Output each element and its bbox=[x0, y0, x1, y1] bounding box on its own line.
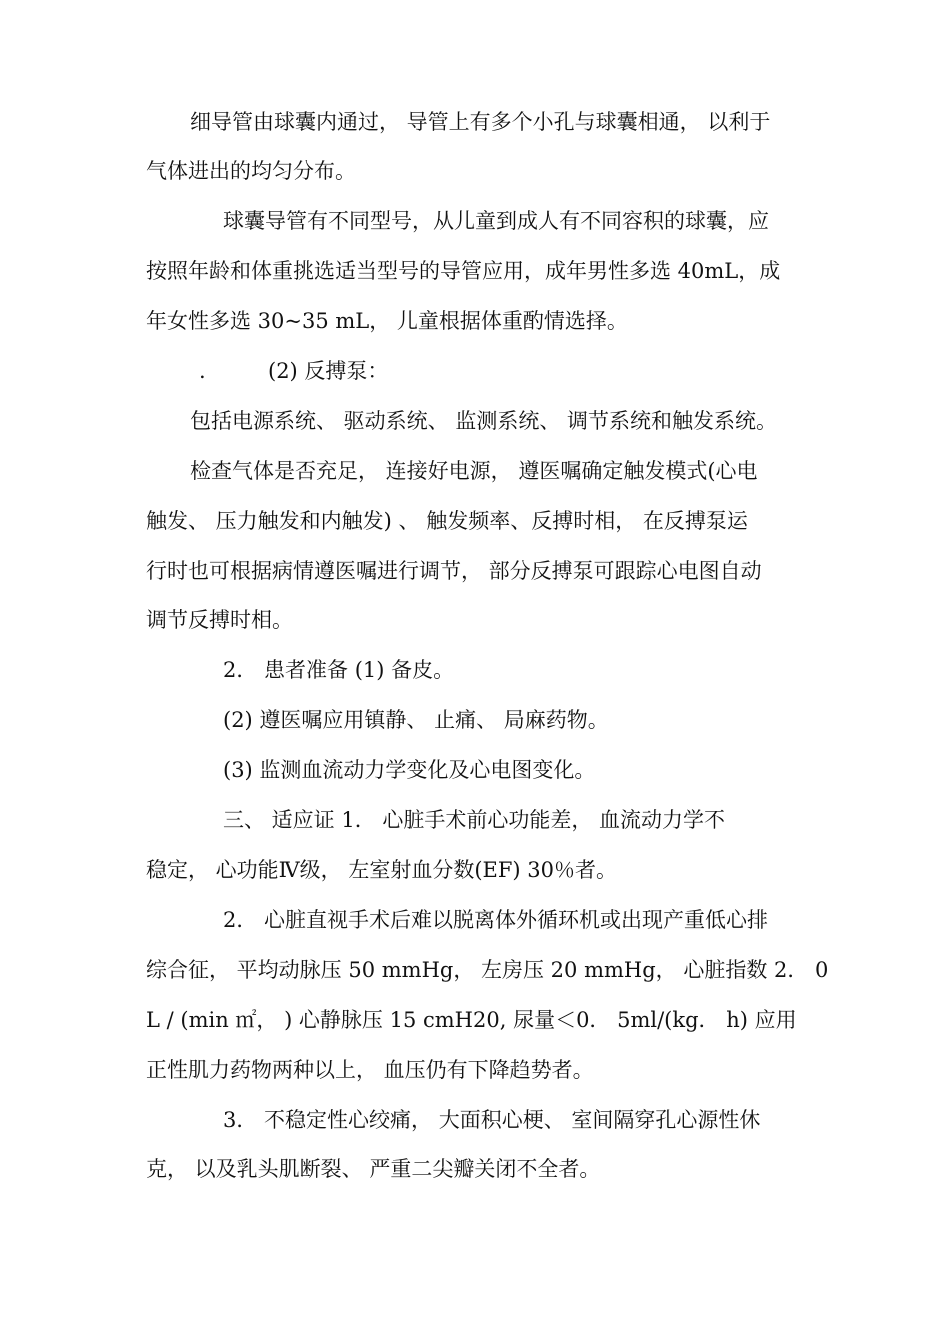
text-line: 细导管由球囊内通过， 导管上有多个小孔与球囊相通， 以利于 bbox=[190, 110, 771, 134]
text-line: 2． 患者准备 (1) 备皮。 bbox=[223, 658, 455, 682]
text-line: 调节反搏时相。 bbox=[146, 608, 293, 632]
text-line: 综合征， 平均动脉压 50 mmHg， 左房压 20 mmHg， 心脏指数 2． 0 bbox=[146, 958, 829, 982]
text-line: 气体进出的均匀分布。 bbox=[146, 159, 356, 183]
text-line: 稳定， 心功能Ⅳ级， 左室射血分数(EF) 30％者。 bbox=[146, 858, 618, 882]
text-line: 2． 心脏直视手术后难以脱离体外循环机或出现产重低心排 bbox=[223, 908, 769, 932]
text-line: 触发、 压力触发和内触发) 、 触发频率、反搏时相， 在反搏泵运 bbox=[146, 509, 748, 533]
text-line: 年女性多选 30~35 mL， 儿童根据体重酌情选择。 bbox=[146, 309, 628, 333]
text-line: 3． 不稳定性心绞痛， 大面积心梗、 室间隔穿孔心源性休 bbox=[223, 1108, 761, 1132]
text-line: 克， 以及乳头肌断裂、 严重二尖瓣关闭不全者。 bbox=[146, 1157, 601, 1181]
text-line: 三、 适应证 1． 心脏手术前心功能差， 血流动力学不 bbox=[223, 808, 726, 832]
text-line: 行时也可根据病情遵医嘱进行调节， 部分反搏泵可跟踪心电图自动 bbox=[146, 559, 762, 583]
text-line: L / (min ㎡， ) 心静脉压 15 cmH20, 尿量＜0． 5ml/(kg． h) 应用 bbox=[146, 1008, 797, 1032]
text-line: 正性肌力药物两种以上， 血压仍有下降趋势者。 bbox=[146, 1058, 594, 1082]
text-line: . bbox=[199, 359, 206, 383]
text-line: 球囊导管有不同型号，从儿童到成人有不同容积的球囊，应 bbox=[223, 209, 769, 233]
text-line: 包括电源系统、 驱动系统、 监测系统、 调节系统和触发系统。 bbox=[190, 409, 778, 433]
text-line: 按照年龄和体重挑选适当型号的导管应用，成年男性多选 40mL，成 bbox=[146, 259, 781, 283]
text-line: (2) 遵医嘱应用镇静、 止痛、 局麻药物。 bbox=[223, 708, 609, 732]
text-line: (2) 反搏泵： bbox=[268, 359, 389, 383]
text-line: 检查气体是否充足， 连接好电源， 遵医嘱确定触发模式(心电 bbox=[190, 459, 758, 483]
text-line: (3) 监测血流动力学变化及心电图变化。 bbox=[223, 758, 596, 782]
